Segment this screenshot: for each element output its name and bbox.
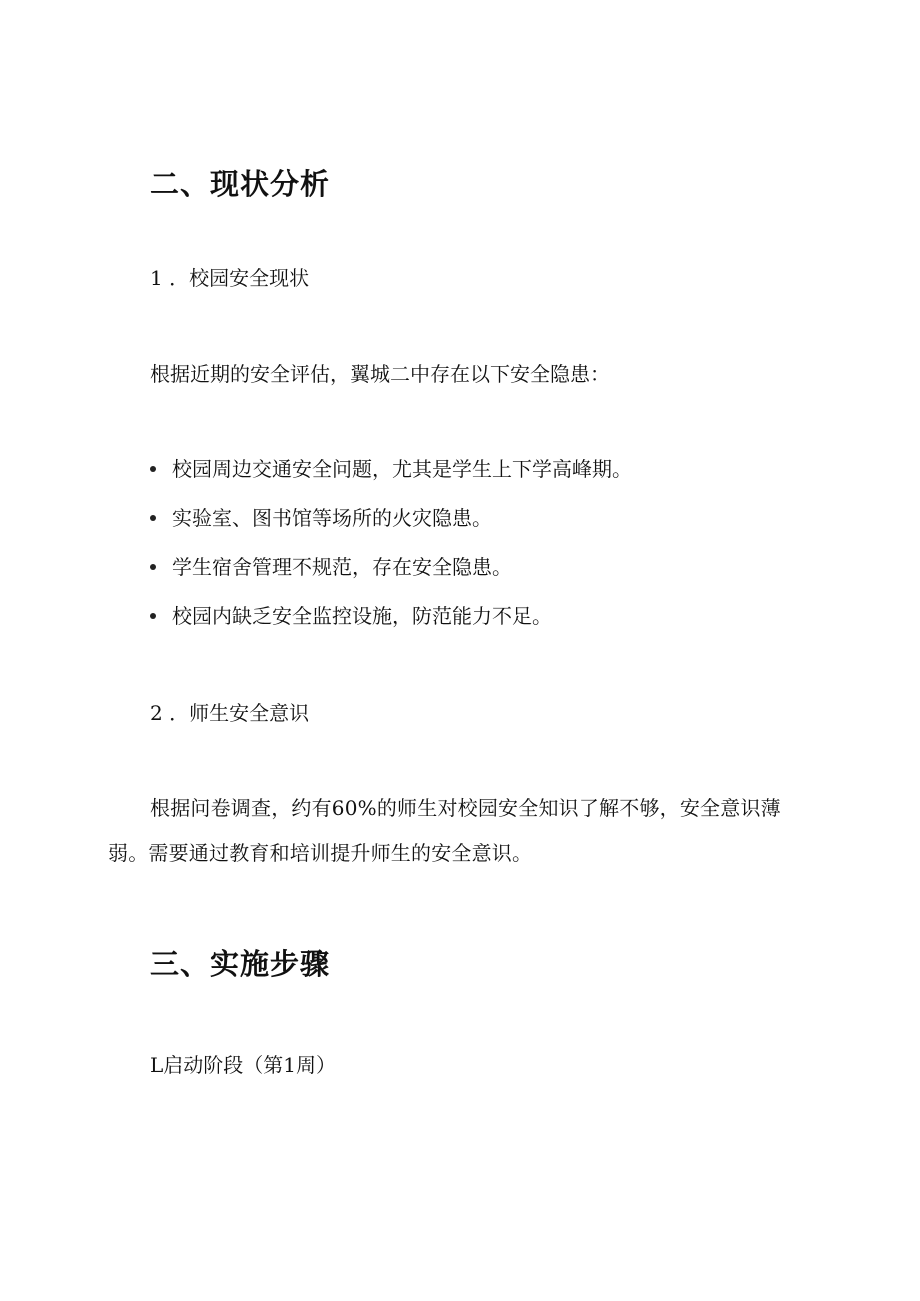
section-heading-status-analysis: 二、现状分析 bbox=[150, 167, 331, 201]
bullet-text: 学生宿舍管理不规范，存在安全隐患。 bbox=[172, 555, 512, 579]
bullet-dot-icon bbox=[150, 466, 156, 472]
awareness-paragraph: 根据问卷调查，约有60%的师生对校园安全知识了解不够，安全意识薄弱。需要通过教育和培训提升师生的安全意识。 bbox=[108, 796, 781, 865]
bullet-text: 实验室、图书馆等场所的火灾隐患。 bbox=[172, 506, 492, 530]
bullet-dot-icon bbox=[150, 564, 156, 570]
subsection-title-campus-safety: 1 ．校园安全现状 bbox=[150, 266, 310, 290]
bullet-item bbox=[150, 606, 552, 626]
bullet-text: 校园周边交通安全问题，尤其是学生上下学高峰期。 bbox=[172, 457, 632, 481]
bullet-item bbox=[150, 459, 632, 479]
subsection-title-safety-awareness: 2 ．师生安全意识 bbox=[150, 701, 310, 725]
bullet-item bbox=[150, 557, 512, 577]
step-title-launch-phase: L启动阶段（第1周） bbox=[150, 1053, 337, 1077]
bullet-item bbox=[150, 508, 492, 528]
section-heading-implementation-steps: 三、实施步骤 bbox=[150, 947, 331, 981]
bullet-text: 校园内缺乏安全监控设施，防范能力不足。 bbox=[172, 604, 552, 628]
bullet-dot-icon bbox=[150, 613, 156, 619]
bullet-dot-icon bbox=[150, 515, 156, 521]
intro-paragraph: 根据近期的安全评估，翼城二中存在以下安全隐患： bbox=[150, 362, 610, 386]
